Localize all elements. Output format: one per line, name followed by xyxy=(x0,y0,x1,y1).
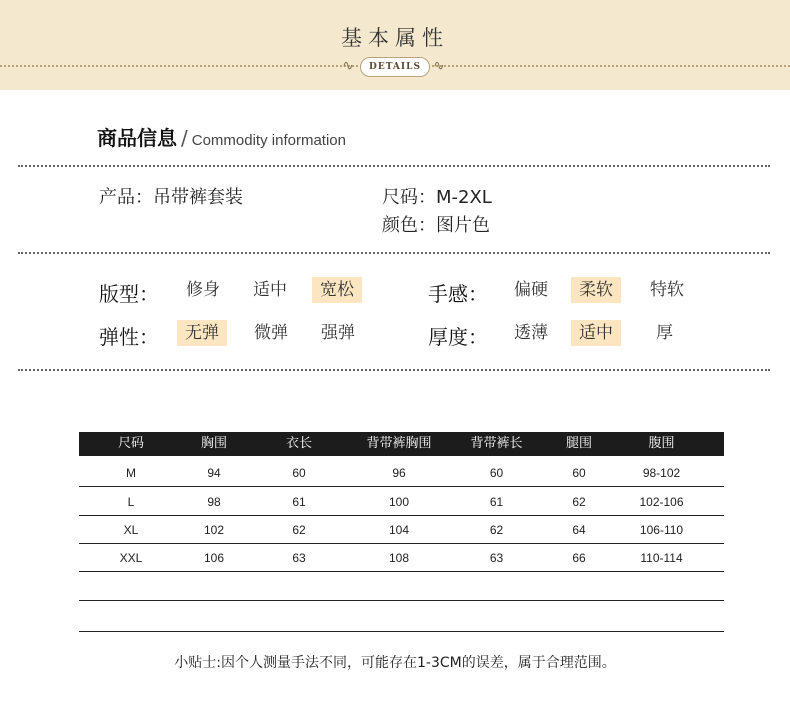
size-table-header-cell: 衣长 xyxy=(285,436,312,451)
table-row xyxy=(79,459,724,487)
table-cell: 108 xyxy=(388,551,410,565)
attr-option-elasticity-selected: 无弹 xyxy=(177,320,227,346)
size-table-header-cell: 胸围 xyxy=(200,436,227,451)
table-cell: 96 xyxy=(392,466,406,480)
table-cell: 98-102 xyxy=(642,466,681,480)
table-cell: 62 xyxy=(489,523,504,537)
table-blank-line xyxy=(79,600,724,601)
attr-option-elasticity: 强弹 xyxy=(321,323,355,343)
table-row xyxy=(79,488,724,516)
banner-title: 基本属性 xyxy=(341,26,449,50)
table-cell: 61 xyxy=(292,495,306,509)
divider xyxy=(18,252,770,254)
size-table-header-cell: 尺码 xyxy=(117,436,144,451)
attr-option-hand-feel: 偏硬 xyxy=(514,280,548,300)
section-title-slash: / xyxy=(181,126,188,150)
size-table-header-cell: 背带裤胸围 xyxy=(366,436,432,451)
table-cell: 62 xyxy=(292,523,306,537)
table-cell: 106 xyxy=(203,551,225,565)
attr-option-thickness: 透薄 xyxy=(514,323,548,343)
attr-option-elasticity: 微弹 xyxy=(254,323,288,343)
attr-label-hand-feel: 手感： xyxy=(428,282,488,306)
divider xyxy=(18,369,770,371)
info-size: 尺码：M-2XL xyxy=(382,187,492,208)
attr-option-hand-feel-selected: 柔软 xyxy=(571,277,621,303)
attr-option-fit: 适中 xyxy=(253,280,287,300)
table-cell: XXL xyxy=(119,551,143,565)
table-cell: 100 xyxy=(388,495,410,509)
attr-label-thickness: 厚度： xyxy=(428,325,488,349)
attr-option-fit: 修身 xyxy=(186,280,220,300)
measurement-note: 小贴士:因个人测量手法不同，可能存在1-3CM的误差，属于合理范围。 xyxy=(174,655,616,671)
table-cell: 62 xyxy=(572,495,586,509)
attr-label-elasticity: 弹性： xyxy=(99,325,159,349)
table-cell: 60 xyxy=(292,466,306,480)
table-cell: 66 xyxy=(572,551,586,565)
table-cell: XL xyxy=(123,523,139,537)
left-ornament-icon: ∿ xyxy=(342,58,354,74)
attr-label-fit: 版型： xyxy=(99,282,159,306)
size-table-header-cell: 腹围 xyxy=(648,436,675,451)
details-badge: DETAILS xyxy=(360,57,430,77)
table-cell: 60 xyxy=(489,466,504,480)
info-product: 产品：吊带裤套装 xyxy=(99,187,243,208)
attr-option-thickness: 厚 xyxy=(656,323,673,343)
table-cell: 60 xyxy=(572,466,586,480)
table-blank-line xyxy=(79,631,724,632)
table-cell: 63 xyxy=(292,551,306,565)
table-cell: 61 xyxy=(489,495,504,509)
size-table-header xyxy=(79,432,724,456)
attr-option-hand-feel: 特软 xyxy=(650,280,684,300)
info-color: 颜色：图片色 xyxy=(382,215,490,236)
details-badge-wrap xyxy=(0,54,790,78)
attr-option-thickness-selected: 适中 xyxy=(571,320,621,346)
table-cell: 63 xyxy=(489,551,504,565)
table-row xyxy=(79,544,724,572)
divider xyxy=(18,165,770,167)
size-table-header-cell: 背带裤长 xyxy=(470,436,523,451)
table-cell: L xyxy=(127,495,135,509)
section-title-en: Commodity information xyxy=(191,132,346,149)
section-title xyxy=(97,122,346,151)
table-cell: 106-110 xyxy=(639,523,684,537)
table-cell: 102-106 xyxy=(639,495,684,509)
attr-option-fit-selected: 宽松 xyxy=(312,277,362,303)
table-cell: 102 xyxy=(203,523,225,537)
table-row xyxy=(79,516,724,544)
table-cell: 64 xyxy=(572,523,586,537)
table-cell: 98 xyxy=(207,495,221,509)
table-cell: M xyxy=(126,466,136,480)
right-ornament-icon: ∿ xyxy=(433,58,445,74)
table-cell: 94 xyxy=(207,466,221,480)
table-cell: 110-114 xyxy=(640,551,683,565)
table-cell: 104 xyxy=(388,523,410,537)
section-title-cn: 商品信息 xyxy=(97,126,177,150)
size-table-header-cell: 腿围 xyxy=(565,436,592,451)
header-banner xyxy=(0,0,790,90)
